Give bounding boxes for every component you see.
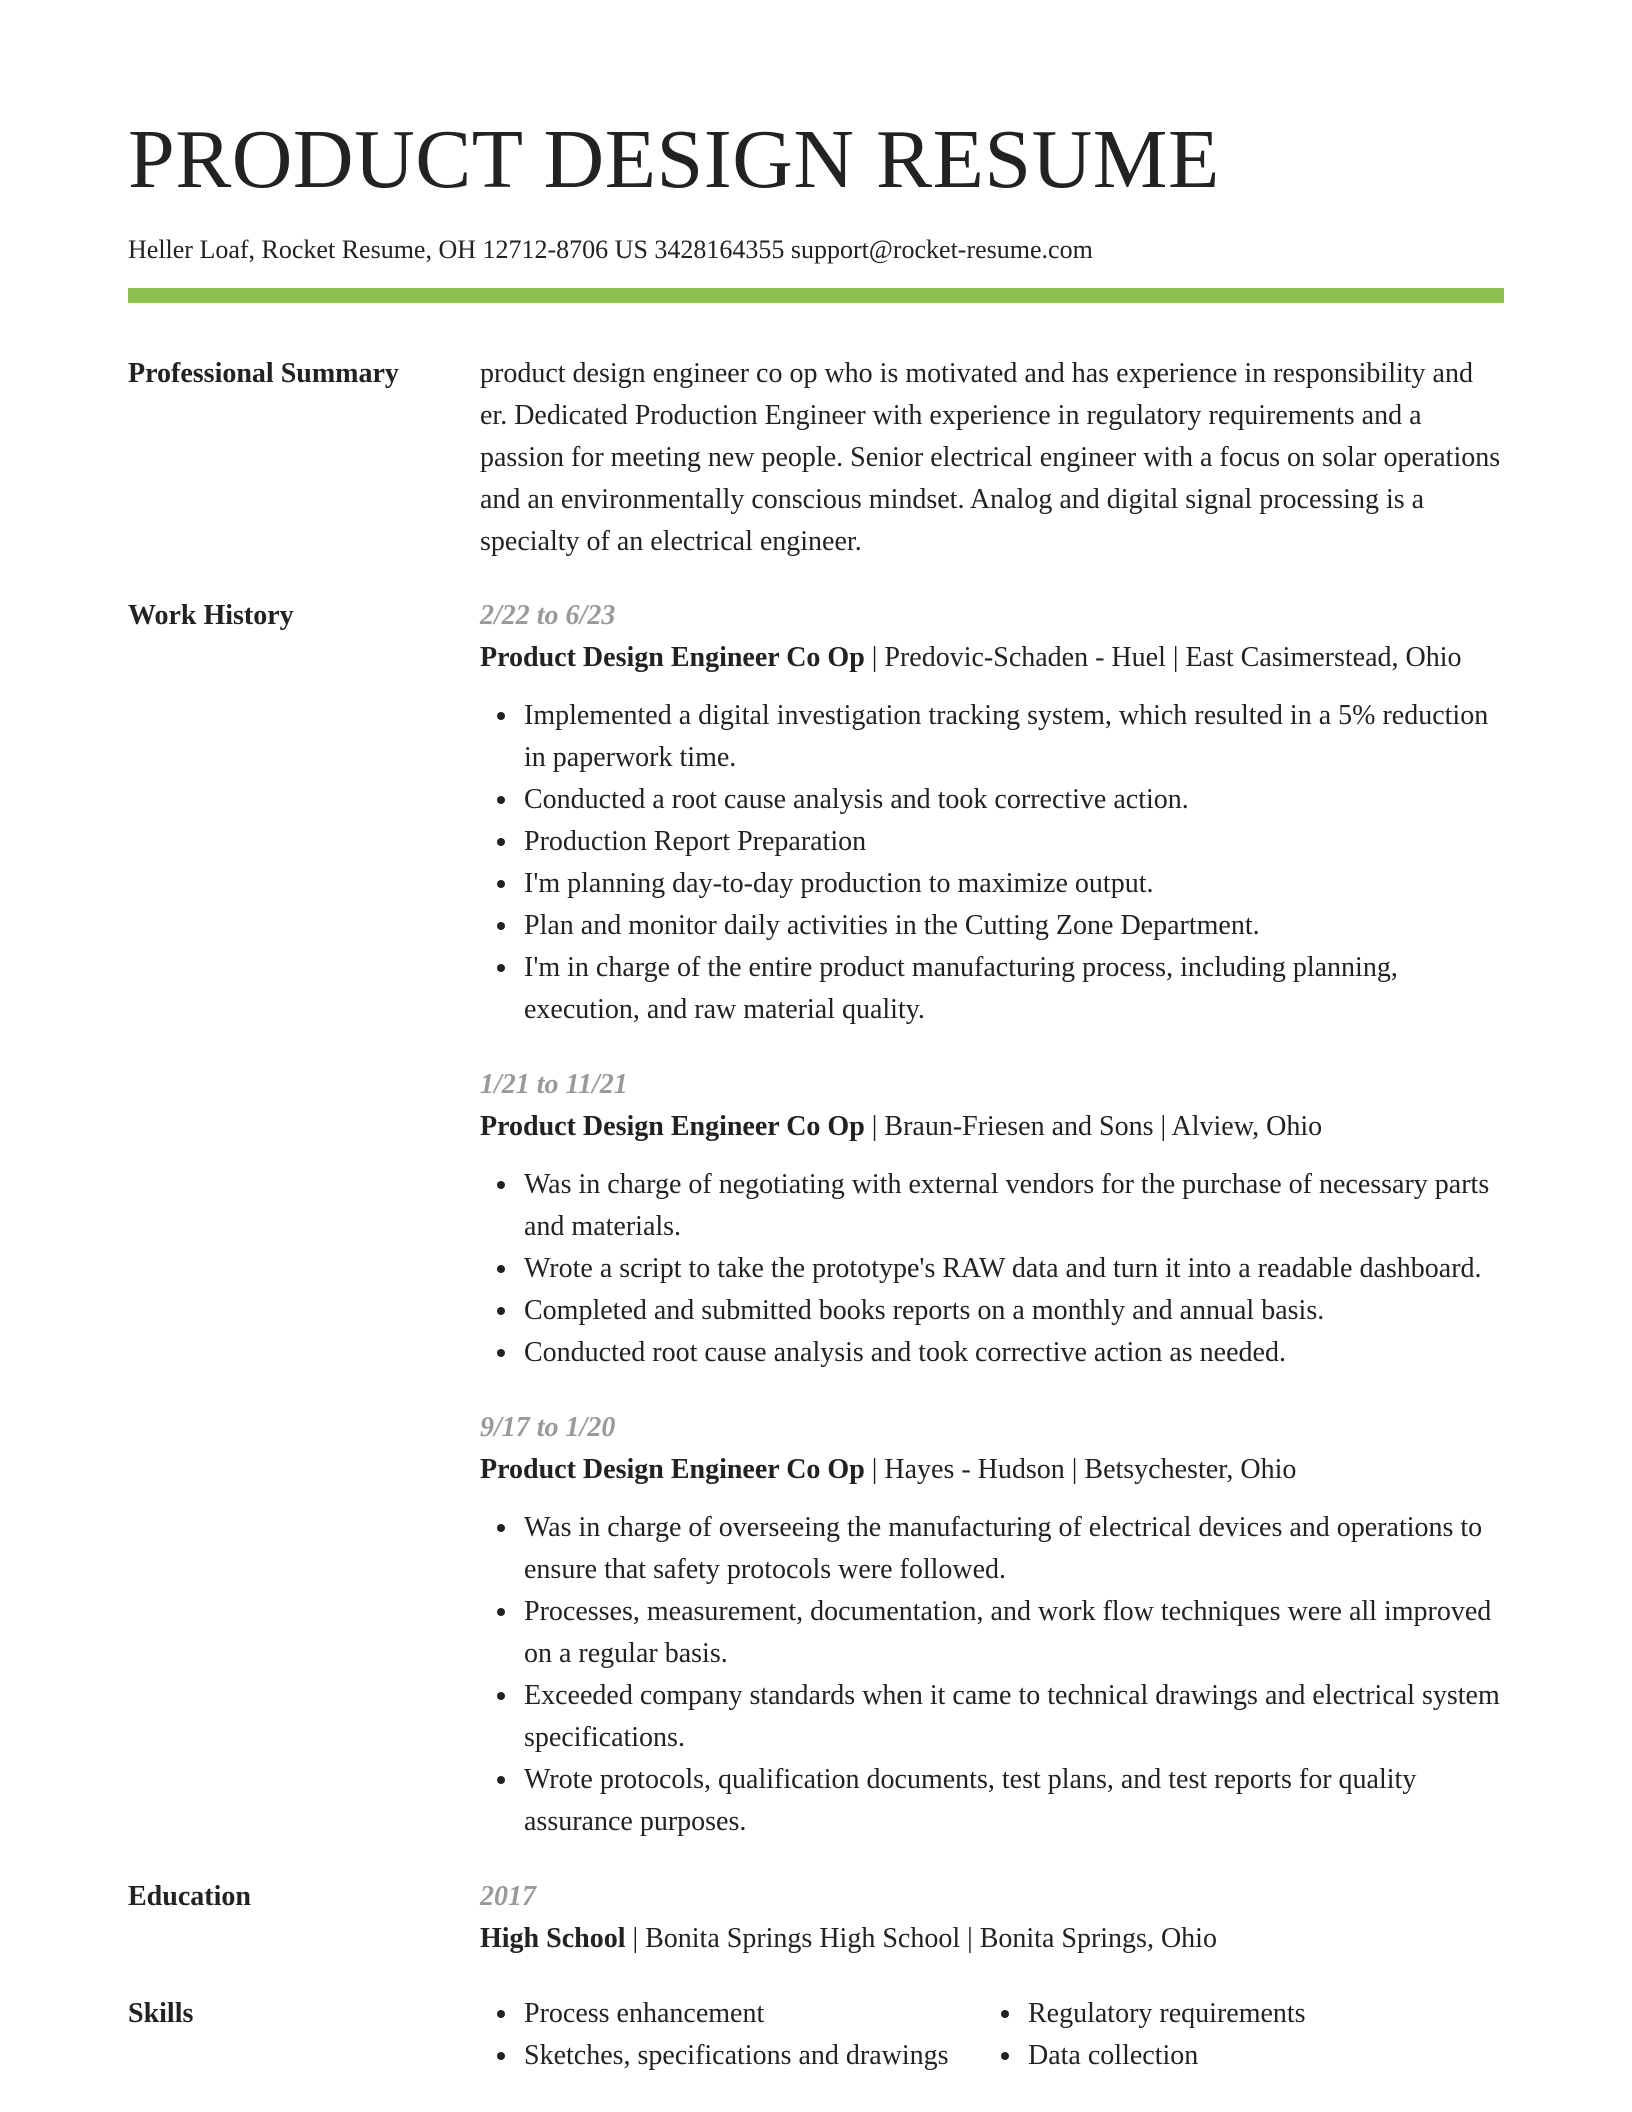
job-duty-item: Implemented a digital investigation tracking system, which resulted in a 5% reduction in paperwork time.	[524, 695, 1504, 779]
job-title: Product Design Engineer Co Op	[480, 1111, 865, 1142]
section-label-skills: Skills	[128, 1998, 194, 2029]
section-label-education: Education	[128, 1881, 251, 1912]
job-duty-item: Wrote protocols, qualification documents, test plans, and test reports for quality assurance purposes.	[524, 1759, 1504, 1843]
skills-grid	[480, 1993, 1504, 2077]
job-duty-item: I'm planning day-to-day production to maximize output.	[524, 863, 1504, 905]
job-duty-item: Completed and submitted books reports on a monthly and annual basis.	[524, 1290, 1504, 1332]
job-heading	[480, 637, 1504, 679]
resume-title: PRODUCT DESIGN RESUME	[128, 113, 1220, 206]
education-entry	[480, 1876, 1504, 1960]
job-company-location: | Predovic-Schaden - Huel | East Casimerstead, Ohio	[864, 642, 1462, 673]
job-duty-item: I'm in charge of the entire product manufacturing process, including planning, execution, and raw material quality.	[524, 947, 1504, 1031]
job-company-location: | Hayes - Hudson | Betsychester, Ohio	[864, 1454, 1297, 1485]
job-title: Product Design Engineer Co Op	[480, 1454, 865, 1485]
education-degree: High School	[480, 1923, 626, 1954]
section-label-summary: Professional Summary	[128, 358, 399, 389]
work-history-section	[128, 595, 1504, 1843]
skill-item: Regulatory requirements	[1028, 1993, 1504, 2035]
skill-item: Data collection	[1028, 2035, 1504, 2077]
summary-section	[128, 353, 1504, 563]
job-duty-item: Production Report Preparation	[524, 821, 1504, 863]
job-title: Product Design Engineer Co Op	[480, 642, 865, 673]
job-duty-item: Wrote a script to take the prototype's RAW data and turn it into a readable dashboard.	[524, 1248, 1504, 1290]
job-entry	[480, 1064, 1504, 1374]
job-heading	[480, 1449, 1504, 1491]
job-duties-list	[480, 1164, 1504, 1374]
job-duties-list	[480, 1507, 1504, 1843]
job-duty-item: Was in charge of overseeing the manufacturing of electrical devices and operations to ensure that safety protocols were followed.	[524, 1507, 1504, 1591]
education-year: 2017	[480, 1881, 536, 1912]
job-duties-list	[480, 695, 1504, 1031]
skills-list-right	[984, 1993, 1504, 2077]
job-entry	[480, 1407, 1504, 1843]
job-entry	[480, 595, 1504, 1031]
job-company-location: | Braun-Friesen and Sons | Alview, Ohio	[864, 1111, 1323, 1142]
resume-page	[128, 0, 1504, 2077]
job-duty-item: Exceeded company standards when it came to technical drawings and electrical system specifications.	[524, 1675, 1504, 1759]
job-duty-item: Processes, measurement, documentation, and work flow techniques were all improved on a regular basis.	[524, 1591, 1504, 1675]
job-dates: 2/22 to 6/23	[480, 600, 616, 631]
job-dates: 1/21 to 11/21	[480, 1069, 628, 1100]
job-duty-item: Was in charge of negotiating with external vendors for the purchase of necessary parts and materials.	[524, 1164, 1504, 1248]
skill-item: Sketches, specifications and drawings	[524, 2035, 984, 2077]
job-duty-item: Conducted root cause analysis and took corrective action as needed.	[524, 1332, 1504, 1374]
education-heading	[480, 1918, 1504, 1960]
education-section	[128, 1876, 1504, 1960]
skills-section	[128, 1993, 1504, 2077]
summary-text: product design engineer co op who is motivated and has experience in responsibility and er. Dedicated Production Engineer with experience in regulatory requirements and a passion for meeting new people. Senior electrical engineer with a focus on solar operations and an environmentally conscious mindset. Analog and digital signal processing is a specialty of an electrical engineer.	[480, 358, 1501, 557]
skill-item: Process enhancement	[524, 1993, 984, 2035]
header-divider	[128, 288, 1504, 303]
work-history-entries	[480, 595, 1504, 1843]
section-label-work-history: Work History	[128, 600, 294, 631]
skills-list-left	[480, 1993, 984, 2077]
contact-line: Heller Loaf, Rocket Resume, OH 12712-8706 US 3428164355 support@rocket-resume.com	[128, 235, 1093, 264]
education-school-location: | Bonita Springs High School | Bonita Springs, Ohio	[625, 1923, 1217, 1954]
job-duty-item: Conducted a root cause analysis and took corrective action.	[524, 779, 1504, 821]
job-duty-item: Plan and monitor daily activities in the Cutting Zone Department.	[524, 905, 1504, 947]
job-dates: 9/17 to 1/20	[480, 1412, 616, 1443]
job-heading	[480, 1106, 1504, 1148]
